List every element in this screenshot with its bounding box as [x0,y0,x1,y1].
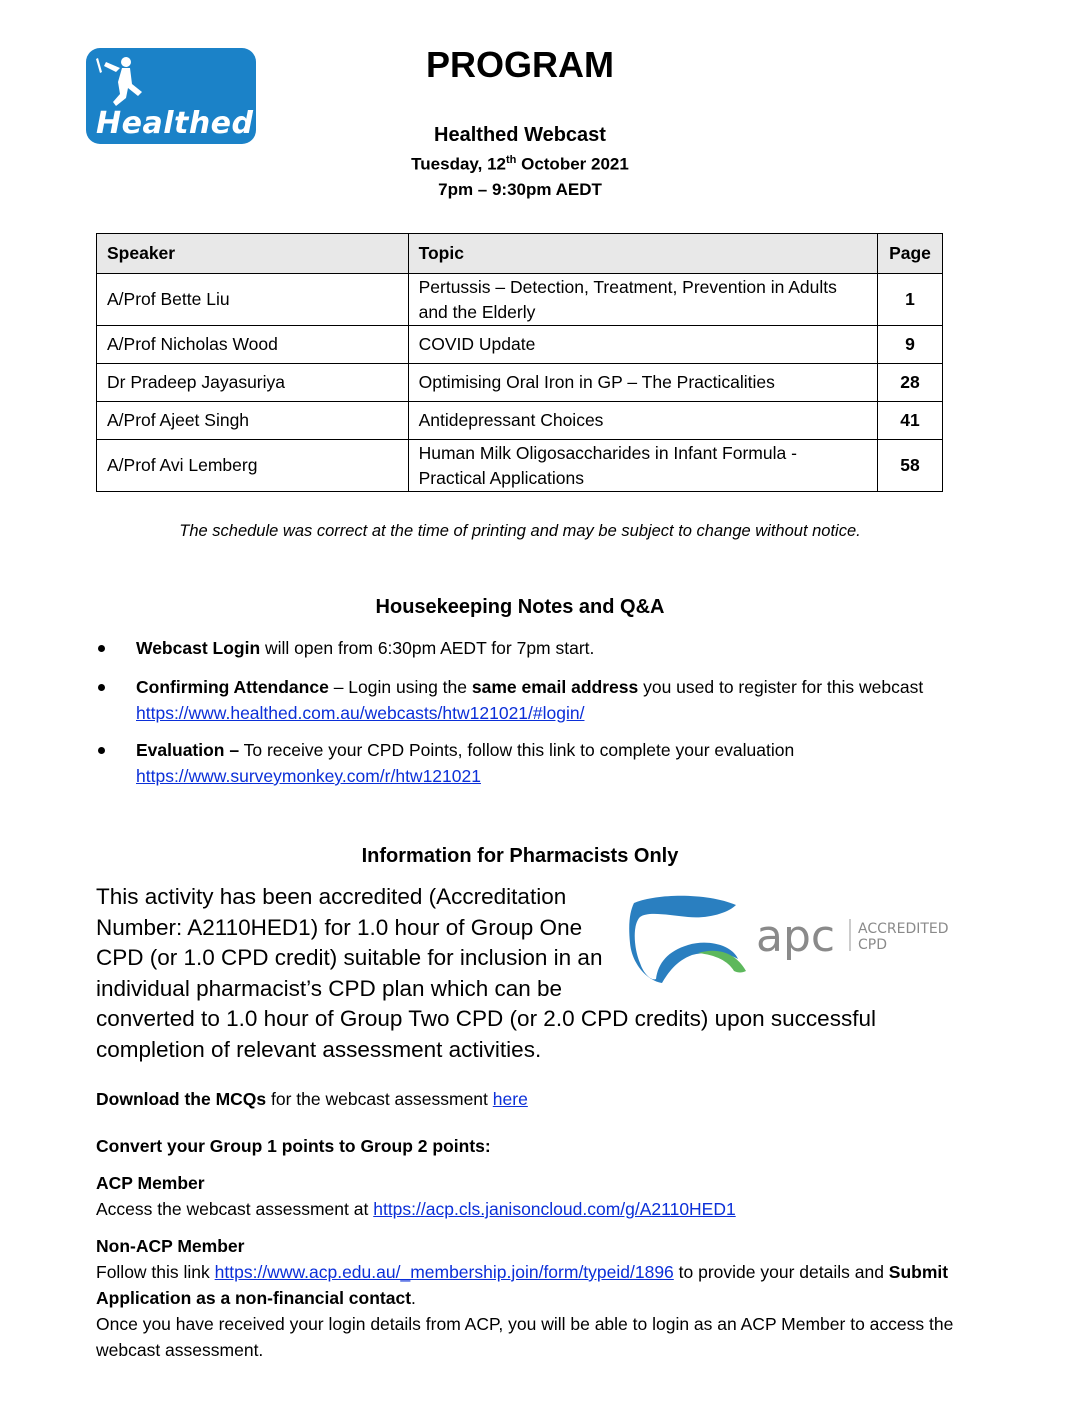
speaker-cell: Dr Pradeep Jayasuriya [97,364,409,402]
login-text: will open from 6:30pm AEDT for 7pm start. [260,638,595,658]
page-cell: 41 [877,402,942,440]
speaker-cell: A/Prof Nicholas Wood [97,326,409,364]
accreditation-line: individual pharmacist’s CPD plan which can be [96,975,563,1001]
table-row [97,274,943,326]
header-page: Page [877,234,942,274]
attendance-email-emphasis: same email address [471,677,639,697]
header-speaker: Speaker [97,234,409,274]
submit-application-emphasis: Submit Application as a non-financial contact [96,1262,949,1308]
pharmacists-heading: Information for Pharmacists Only [361,845,679,867]
non-acp-text-2: to provide your details and [673,1262,889,1282]
topic-cell: Pertussis – Detection, Treatment, Prevention in Adults and the Elderly [408,274,877,326]
program-table [96,233,943,492]
accreditation-line: Number: A2110HED1) for 1.0 hour of Group One [96,914,583,940]
download-label: Download the MCQs [96,1089,267,1109]
date-superscript: th [505,154,517,166]
apc-main-text: apc [756,911,836,962]
non-acp-text-4: Once you have received your login details from ACP, you will be able to login as an ACP Member to access the webcast assessment. [96,1314,954,1360]
webcast-title: Healthed Webcast [434,124,606,146]
acp-member-line [96,1196,996,1222]
page-cell: 1 [877,274,942,326]
bullet-dot [98,747,105,754]
speaker-cell: A/Prof Ajeet Singh [97,402,409,440]
evaluation-text: To receive your CPD Points, follow this link to complete your evaluation [239,740,795,760]
page-cell: 58 [877,440,942,492]
apc-accredited-logo [628,893,958,985]
bullet-evaluation [0,737,1088,789]
attendance-label: Confirming Attendance [136,677,329,697]
download-text: for the webcast assessment [266,1089,493,1109]
acp-member-text: Access the webcast assessment at [96,1199,374,1219]
topic-cell: Human Milk Oligosaccharides in Infant Formula - Practical Applications [408,440,877,492]
logo-text: Healthed [96,106,254,141]
attendance-text: – Login using the [328,677,472,697]
acp-membership-link[interactable]: https://www.acp.edu.au/_membership.join/form/typeid/1896 [214,1262,674,1282]
bullet-dot [98,645,105,652]
webcast-time: 7pm – 9:30pm AEDT [438,180,602,199]
acp-member-heading: ACP Member [96,1173,205,1193]
accreditation-line: CPD (or 1.0 CPD credit) suitable for inclusion in an [96,945,603,970]
header-topic: Topic [408,234,877,274]
date-suffix: October 2021 [516,154,629,174]
non-acp-text: Follow this link [96,1262,215,1282]
page-cell: 9 [877,326,942,364]
acp-assessment-link[interactable]: https://acp.cls.janisoncloud.com/g/A2110HED1 [373,1199,736,1219]
bullet-text [136,674,956,726]
evaluation-label: Evaluation – [136,740,240,760]
page-cell: 28 [877,364,942,402]
page-title: PROGRAM [426,44,614,85]
table-row [97,402,943,440]
webcast-date [0,154,1040,175]
convert-heading: Convert your Group 1 points to Group 2 points: [96,1136,491,1156]
bullet-text [136,635,956,661]
accreditation-line: converted to 1.0 hour of Group Two CPD (or 2.0 CPD credits) upon successful [96,1006,876,1031]
topic-cell: Optimising Oral Iron in GP – The Practicalities [408,364,877,402]
bullet-text [136,737,956,789]
non-acp-member-heading: Non-ACP Member [96,1236,245,1256]
schedule-disclaimer: The schedule was correct at the time of printing and may be subject to change without notice. [179,522,861,540]
speaker-cell: A/Prof Avi Lemberg [97,440,409,492]
topic-cell: COVID Update [408,326,877,364]
evaluation-link[interactable]: https://www.surveymonkey.com/r/htw121021 [136,766,481,786]
bullet-webcast-login [0,635,1088,661]
download-here-link[interactable]: here [492,1089,528,1109]
housekeeping-heading: Housekeeping Notes and Q&A [375,596,665,618]
accreditation-line: completion of relevant assessment activities. [96,1036,542,1062]
bullet-confirming-attendance [0,674,1088,726]
accreditation-line: This activity has been accredited (Accreditation [96,884,567,909]
non-acp-text-3: . [411,1288,416,1308]
table-row [97,440,943,492]
bullet-dot [98,684,105,691]
table-row [97,326,943,364]
login-link[interactable]: https://www.healthed.com.au/webcasts/htw121021/#login/ [136,703,585,723]
table-header-row [97,234,943,274]
attendance-text-2: you used to register for this webcast [638,677,924,697]
apc-accredited-text: ACCREDITED [858,921,949,937]
login-label: Webcast Login [136,638,261,658]
apc-swoosh-icon [629,896,746,983]
table-row [97,364,943,402]
speaker-cell: A/Prof Bette Liu [97,274,409,326]
apc-cpd-text: CPD [858,937,887,953]
topic-cell: Antidepressant Choices [408,402,877,440]
download-mcqs-line [96,1086,996,1112]
date-prefix: Tuesday, 12 [411,154,506,174]
non-acp-member-paragraph [96,1259,966,1363]
